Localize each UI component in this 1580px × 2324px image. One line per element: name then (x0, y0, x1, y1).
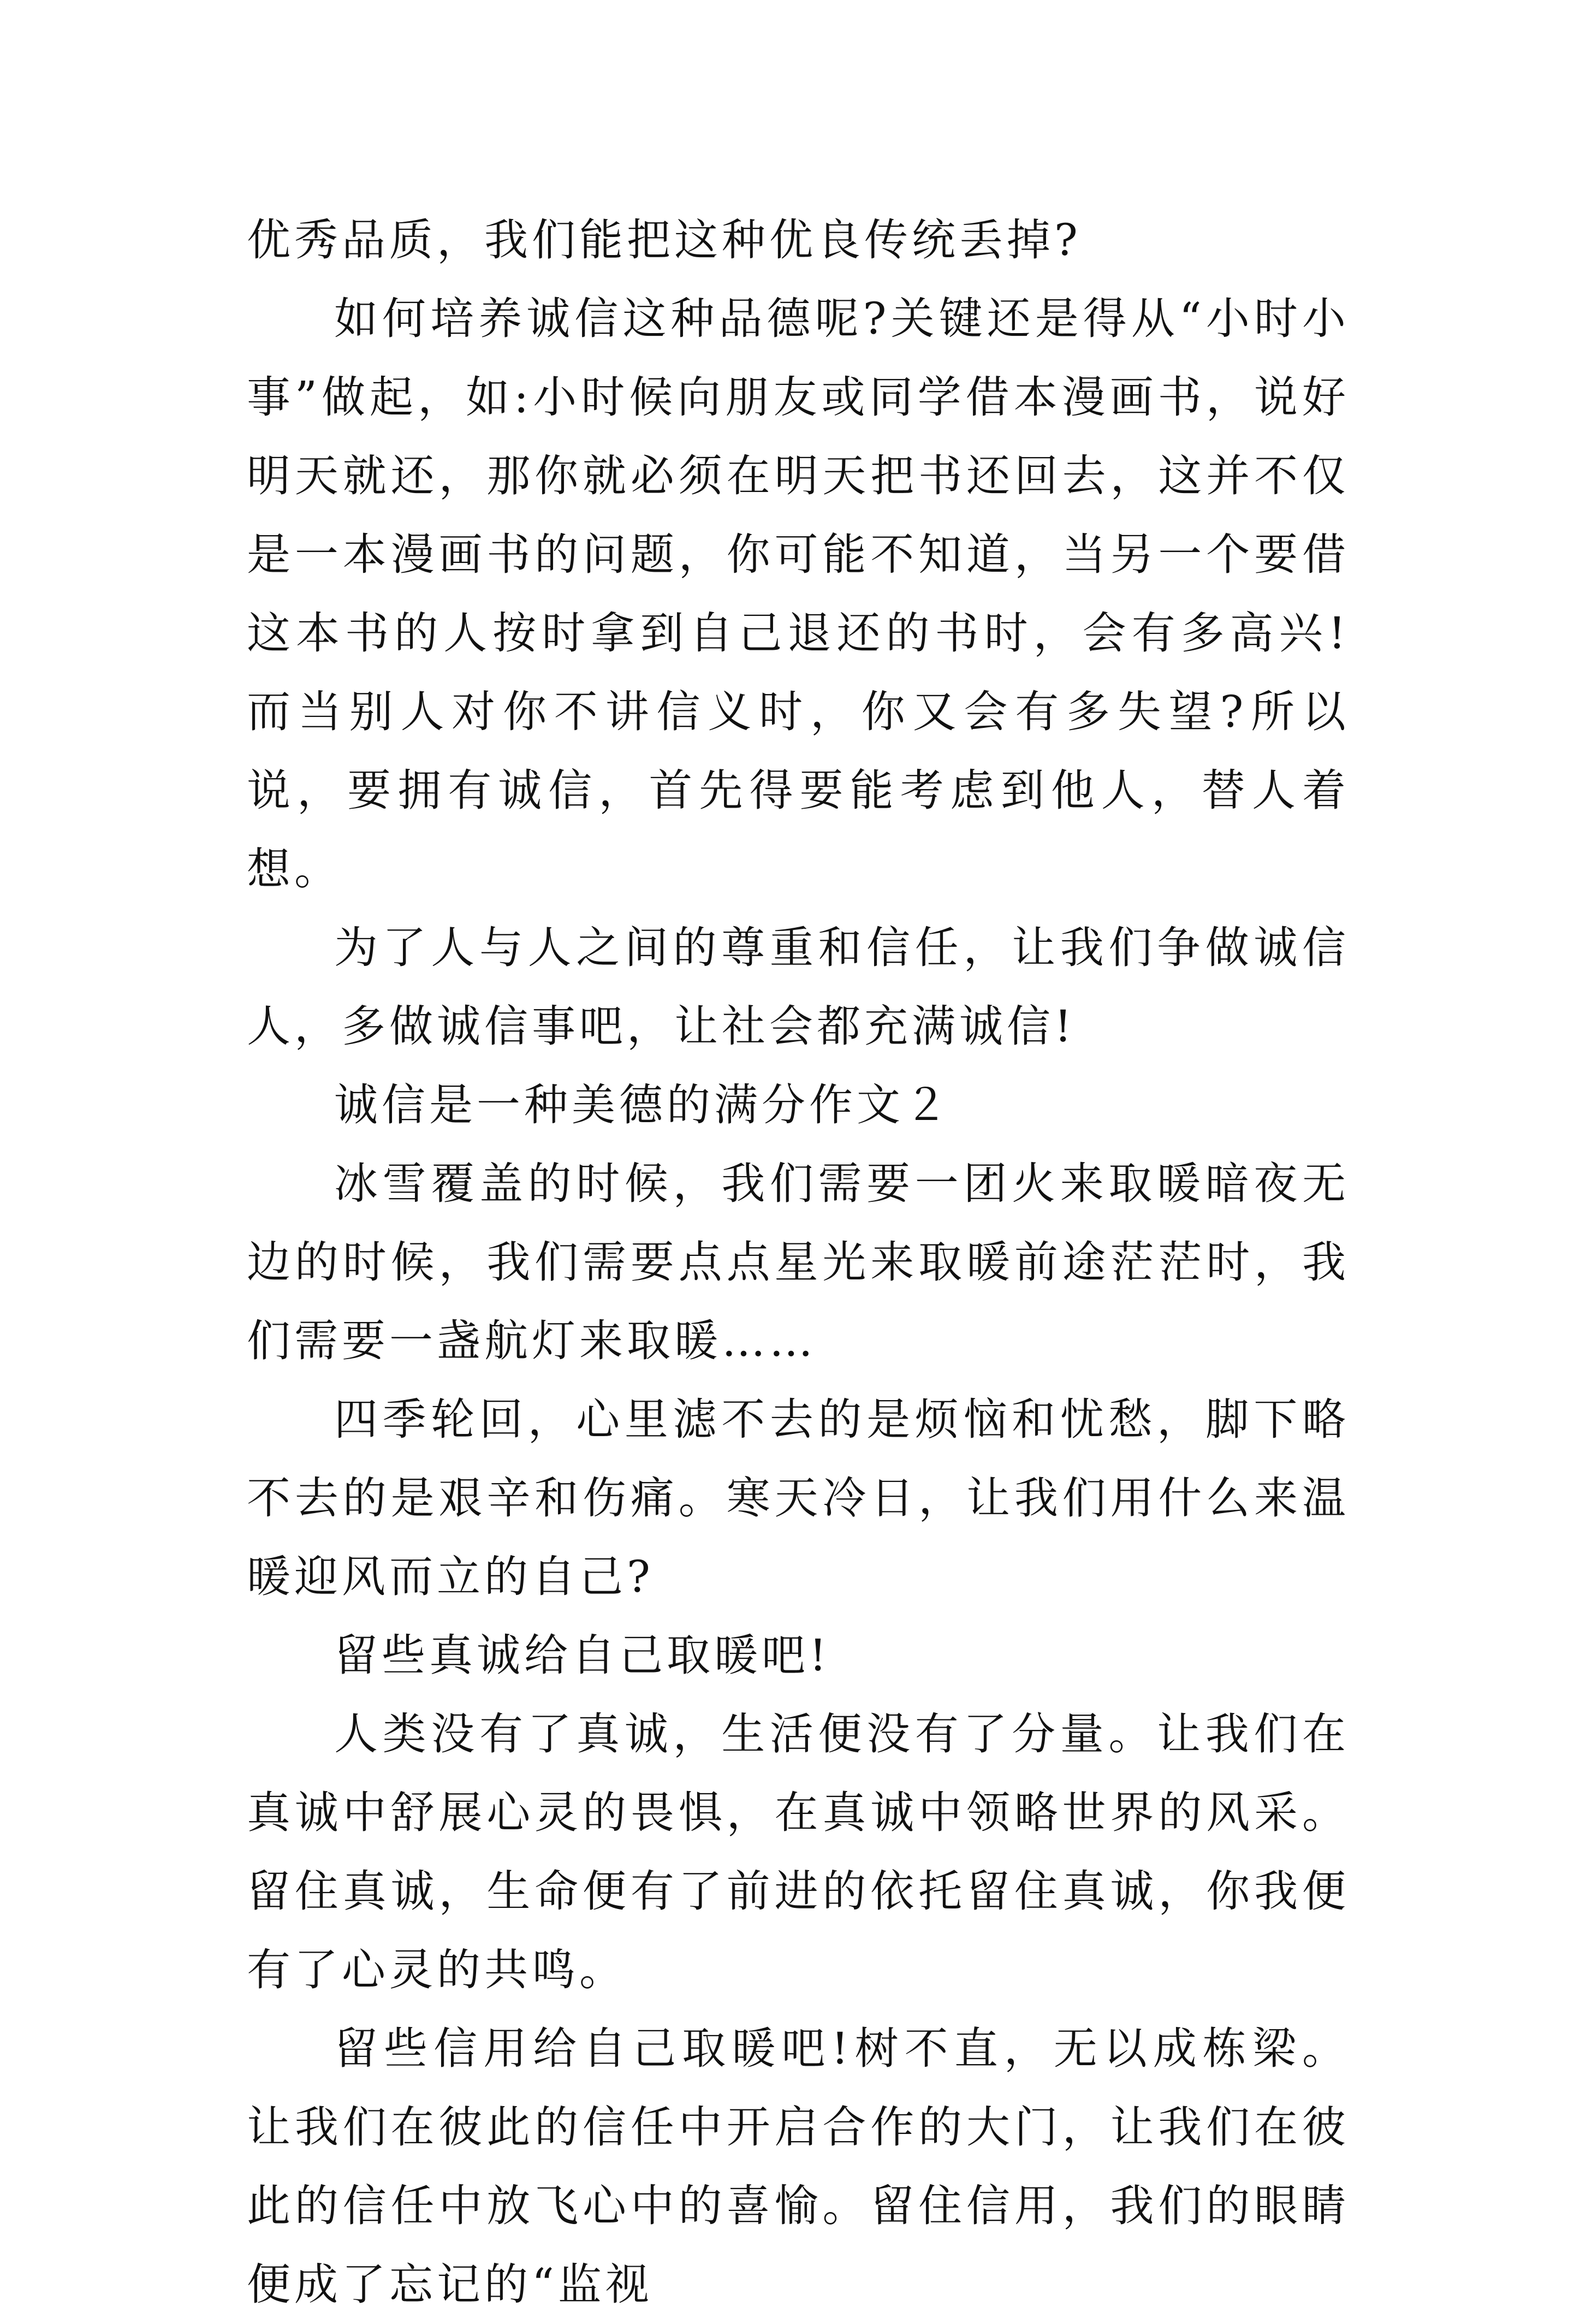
paragraph-1: 优秀品质，我们能把这种优良传统丢掉? (247, 215, 1082, 265)
paragraph-4: 冰雪覆盖的时候，我们需要一团火来取暖暗夜无边的时候，我们需要点点星光来取暖前途茫茫时，我们需要一盏航灯来取暖…… (247, 1158, 1350, 1366)
paragraph-7: 人类没有了真诚，生活便没有了分量。让我们在真诚中舒展心灵的畏惧，在真诚中领略世界的风采。留住真诚，生命便有了前进的依托留住真诚，你我便有了心灵的共鸣。 (247, 1709, 1350, 1995)
document-body (247, 201, 1350, 2324)
paragraph-3: 为了人与人之间的尊重和信任，让我们争做诚信人，多做诚信事吧，让社会都充满诚信! (247, 922, 1350, 1052)
paragraph-2: 如何培养诚信这种品德呢?关键还是得从“小时小事”做起，如:小时候向朋友或同学借本漫画书，说好明天就还，那你就必须在明天把书还回去，这并不仅是一本漫画书的问题，你可能不知道，当另一个要借这本书的人按时拿到自己退还的书时，会有多高兴!而当别人对你不讲信义时，你又会有多失望?所以说，要拥有诚信，首先得要能考虑到他人，替人着想。 (247, 293, 1350, 894)
paragraph-6: 留些真诚给自己取暖吧! (334, 1630, 831, 1681)
section-heading: 诚信是一种美德的满分作文２ (334, 1080, 952, 1130)
paragraph-8: 留些信用给自己取暖吧!树不直，无以成栋梁。让我们在彼此的信任中开启合作的大门，让我们在彼此的信任中放飞心中的喜愉。留住信用，我们的眼睛便成了忘记的“监视 (247, 2023, 1350, 2310)
paragraph-5: 四季轮回，心里滤不去的是烦恼和忧愁，脚下略不去的是艰辛和伤痛。寒天冷日，让我们用什么来温暖迎风而立的自己? (247, 1394, 1350, 1602)
